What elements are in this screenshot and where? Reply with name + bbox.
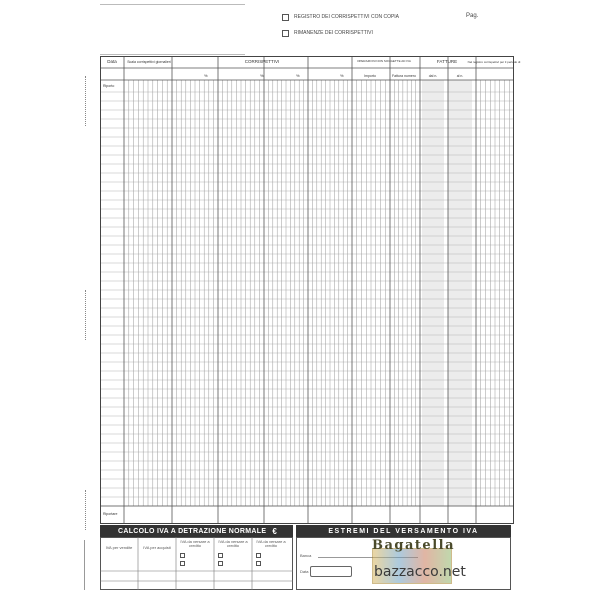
- register-table: [100, 56, 521, 524]
- registro-checkbox[interactable]: [282, 14, 289, 21]
- watermark-logo: Bagatella: [372, 538, 456, 553]
- col-fatture: FATTURE: [436, 59, 458, 64]
- pct-3: %: [296, 73, 300, 78]
- estremi-title: ESTREMI DEL VERSAMENTO IVA: [328, 527, 479, 535]
- pct-1: %: [204, 73, 208, 78]
- versare-checkbox-2[interactable]: [218, 553, 223, 558]
- top-line-1: [100, 4, 245, 5]
- brand-vertical-text: [84, 540, 93, 590]
- euro-icon: €: [272, 526, 278, 536]
- shaded-column: [448, 80, 472, 506]
- sub-fattura: Fattura numero: [392, 74, 416, 78]
- calcolo-title: CALCOLO IVA A DETRAZIONE NORMALE: [118, 527, 267, 535]
- rimanenze-checkbox[interactable]: [282, 30, 289, 37]
- registro-label: REGISTRO DEI CORRISPETTIVI CON COPIA: [294, 14, 400, 20]
- calcolo-col-5: IVA da versare a credito: [256, 539, 286, 548]
- riportare-label: Riportare: [103, 512, 118, 516]
- sub-importo: Importo: [364, 74, 376, 78]
- col-operazioni: OPERAZIONI NON SOGGETTE AD IVA: [357, 59, 411, 63]
- col-corrispettivi: CORRISPETTIVI: [244, 59, 280, 64]
- versare-checkbox-1[interactable]: [180, 553, 185, 558]
- left-edge-marker: [85, 76, 89, 126]
- estremi-title-bar: [296, 525, 511, 537]
- left-edge-marker: [85, 490, 89, 530]
- calcolo-col-4: IVA da versare a credito: [218, 539, 248, 548]
- pct-2: %: [260, 73, 264, 78]
- credito-checkbox-2[interactable]: [218, 561, 223, 566]
- calcolo-col-1: IVA per vendite: [105, 545, 133, 550]
- calcolo-col-2: IVA per acquisti: [143, 545, 171, 550]
- riporto-label: Riporto: [103, 84, 115, 88]
- col-scala: Scala corrispettivi giornalieri: [127, 60, 171, 64]
- sub-al: al n.: [456, 74, 464, 78]
- credito-checkbox-3[interactable]: [256, 561, 261, 566]
- watermark-site: bazzacco.net: [374, 564, 466, 580]
- top-line-2: [100, 54, 245, 55]
- calcolo-col-3: IVA da versare a credito: [180, 539, 210, 548]
- pct-4: %: [340, 73, 344, 78]
- rimanenze-label: RIMANENZE DEI CORRISPETTIVI: [294, 30, 373, 36]
- banca-label: Banca: [300, 553, 312, 558]
- shaded-column: [422, 80, 444, 506]
- left-edge-marker: [85, 290, 89, 340]
- col-note: Nel registro corrispettivi per il periodo di: [467, 60, 521, 64]
- sub-dal: dal n.: [428, 74, 438, 78]
- data-field[interactable]: [310, 566, 352, 577]
- credito-checkbox-1[interactable]: [180, 561, 185, 566]
- versare-checkbox-3[interactable]: [256, 553, 261, 558]
- data-label: Data: [300, 569, 309, 574]
- col-data: Data: [107, 59, 117, 64]
- page-label: Pag.: [466, 13, 479, 19]
- calcolo-title-bar: [100, 525, 293, 537]
